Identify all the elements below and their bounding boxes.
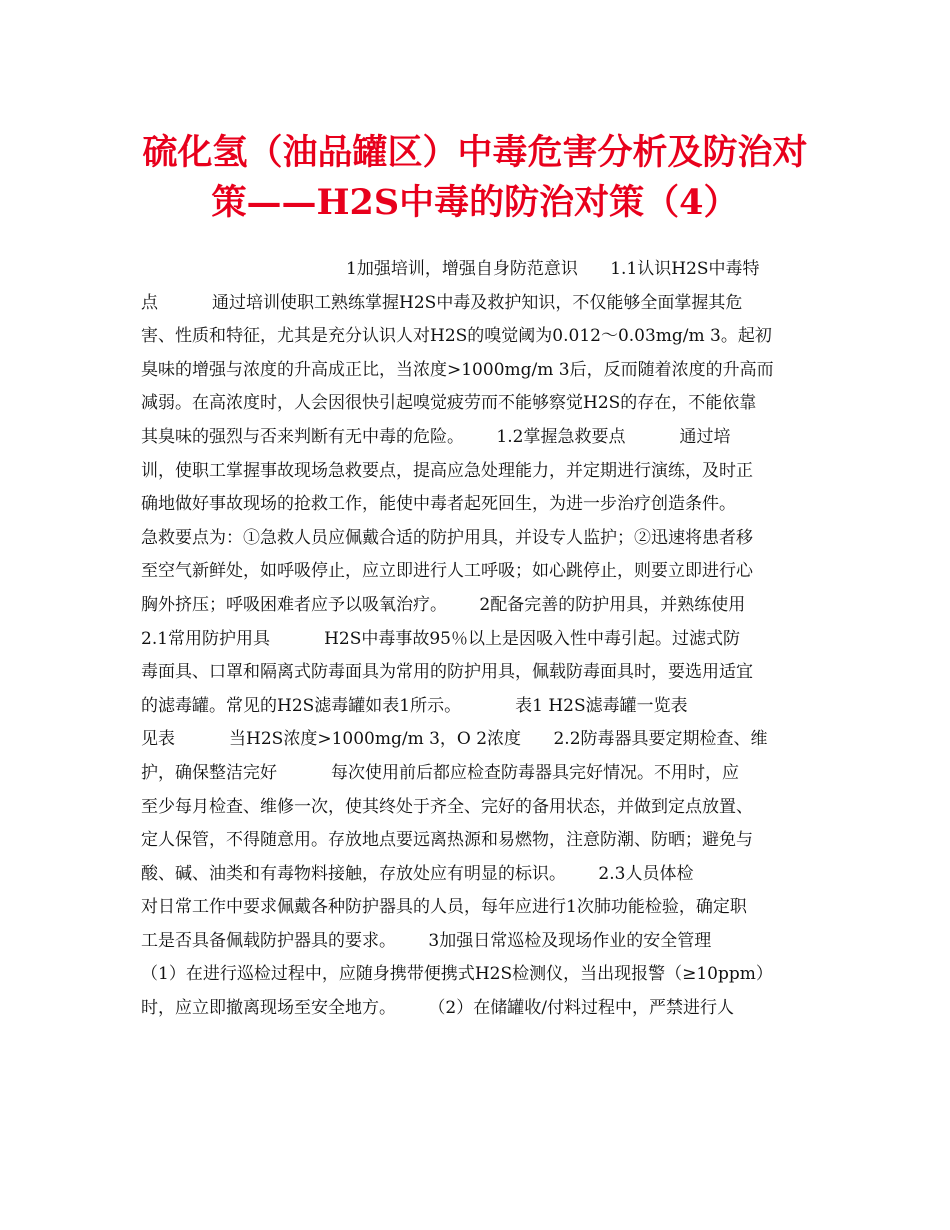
body-line: 工是否具备佩载防护器具的要求。 3加强日常巡检及现场作业的安全管理 bbox=[141, 930, 712, 951]
body-line: 至少每月检查、维修一次，使其终处于齐全、完好的备用状态，并做到定点放置、 bbox=[141, 796, 753, 817]
body-line: 酸、碱、油类和有毒物料接触，存放处应有明显的标识。 2.3人员体检 bbox=[141, 863, 694, 884]
body-line: 训，使职工掌握事故现场急救要点，提高应急处理能力，并定期进行演练，及时正 bbox=[141, 460, 753, 481]
body-line: 定人保管，不得随意用。存放地点要远离热源和易燃物，注意防潮、防晒；避免与 bbox=[141, 830, 753, 851]
body-line: 急救要点为：①急救人员应佩戴合适的防护用具，并设专人监护；②迅速将患者移 bbox=[141, 527, 753, 548]
body-line: 害、性质和特征，尤其是充分认识人对H2S的嗅觉阈为0.012～0.03mg/m 3。起初 bbox=[141, 326, 772, 347]
body-line: 护，确保整洁完好 每次使用前后都应检查防毒器具完好情况。不用时，应 bbox=[141, 762, 740, 783]
body-line: 至空气新鲜处，如呼吸停止，应立即进行人工呼吸；如心跳停止，则要立即进行心 bbox=[141, 561, 753, 582]
body-line: 胸外挤压；呼吸困难者应予以吸氧治疗。 2配备完善的防护用具，并熟练使用 bbox=[141, 594, 746, 615]
document-body bbox=[141, 253, 811, 1026]
body-line: 2.1常用防护用具 H2S中毒事故95％以上是因吸入性中毒引起。过滤式防 bbox=[141, 628, 740, 649]
body-line: 1加强培训，增强自身防范意识 1.1认识H2S中毒特 bbox=[346, 259, 760, 279]
document-title bbox=[100, 128, 850, 228]
body-line: 其臭味的强烈与否来判断有无中毒的危险。 1.2掌握急救要点 通过培 bbox=[141, 426, 731, 447]
body-line: 见表 当H2S浓度>1000mg/m 3，O 2浓度 2.2防毒器具要定期检查、维 bbox=[141, 729, 768, 750]
body-line: （1）在进行巡检过程中，应随身携带便携式H2S检测仪，当出现报警（≥10ppm） bbox=[141, 964, 773, 985]
title-line-2: 策——H2S中毒的防治对策（4） bbox=[211, 182, 739, 223]
body-line: 时，应立即撤离现场至安全地方。 （2）在储罐收/付料过程中，严禁进行人 bbox=[141, 998, 734, 1019]
body-line: 的滤毒罐。常见的H2S滤毒罐如表1所示。 表1 H2S滤毒罐一览表 bbox=[141, 695, 688, 716]
body-line: 毒面具、口罩和隔离式防毒面具为常用的防护用具，佩载防毒面具时，要选用适宜 bbox=[141, 662, 753, 683]
body-line: 点 通过培训使职工熟练掌握H2S中毒及救护知识，不仅能够全面掌握其危 bbox=[141, 292, 743, 313]
body-line: 确地做好事故现场的抢救工作，能使中毒者起死回生，为进一步治疗创造条件。 bbox=[141, 494, 736, 515]
body-line: 对日常工作中要求佩戴各种防护器具的人员，每年应进行1次肺功能检验，确定职 bbox=[141, 897, 747, 918]
title-line-1: 硫化氢（油品罐区）中毒危害分析及防治对 bbox=[142, 132, 808, 173]
body-line: 臭味的增强与浓度的升高成正比，当浓度>1000mg/m 3后，反而随着浓度的升高而 bbox=[141, 359, 774, 380]
body-line: 减弱。在高浓度时，人会因很快引起嗅觉疲劳而不能够察觉H2S的存在，不能依靠 bbox=[141, 393, 757, 414]
